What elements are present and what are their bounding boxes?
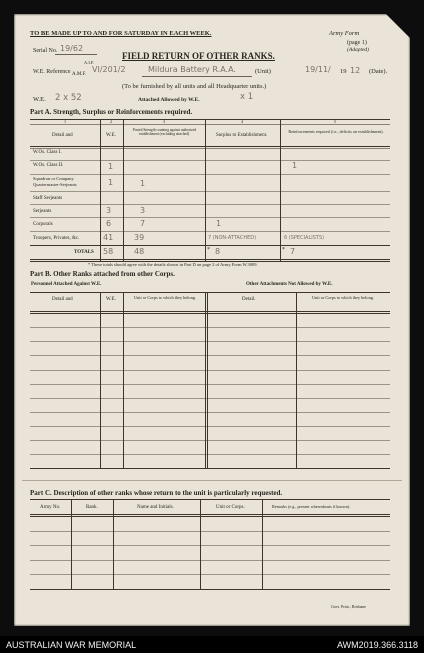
row-detail-line2: Quartermaster-Serjeants <box>33 182 77 187</box>
row-detail: Serjeants <box>33 209 52 214</box>
part-b-col-detail2: Detail. <box>242 297 256 302</box>
part-b-col-detail: Detail and <box>52 297 73 302</box>
we-value: 2 x 52 <box>55 93 82 103</box>
part-c-title: Part C. Description of other ranks whose return to the unit is particularly requested. <box>30 489 283 497</box>
row-detail-line1: Squadron or Company <box>33 176 74 181</box>
col-header-detail: Detail and <box>52 133 73 138</box>
row-we: 6 <box>106 219 112 228</box>
form-title: FIELD RETURN OF OTHER RANKS. <box>122 51 275 61</box>
total-we: 58 <box>103 247 114 256</box>
we-ref-label: W.E. Reference <box>33 69 71 75</box>
row-posted: 39 <box>134 233 145 242</box>
date-value: 19/11/ <box>305 65 331 74</box>
serial-label: Serial No. <box>33 48 58 54</box>
part-b-col-unit: Unit or Corps to which they belong. <box>134 295 196 300</box>
col-header-reinforcements: Reinforcements required (i.e., deficits on establishment). <box>288 129 384 134</box>
we-ref-value: VI/201/2 <box>92 65 126 74</box>
row-posted: 7 <box>140 219 146 228</box>
total-posted: 48 <box>134 247 145 256</box>
date-year: 12 <box>350 66 361 75</box>
army-form-label: Army Form <box>329 30 360 37</box>
furnished-note: (To be furnished by all units and all Headquarter units.) <box>122 83 267 90</box>
row-detail: Staff Serjeants <box>33 196 63 201</box>
we-label: W.E. <box>33 96 46 103</box>
attached-value: x 1 <box>240 92 254 102</box>
printer-imprint: Govt. Print., Brisbane <box>331 604 366 609</box>
col-number-4: 4 <box>241 119 243 124</box>
serial-value: 19/62 <box>60 44 84 53</box>
col-number-5: 5 <box>334 119 336 124</box>
col-number-2: 2 <box>110 119 112 124</box>
col-header-surplus: Surplus to Establishment. <box>216 133 268 138</box>
totals-label: TOTALS <box>74 250 94 255</box>
row-reinforcements: 6 (SPECIALISTS) <box>284 235 325 241</box>
we-ref-prefix2: A.M.F. <box>72 72 87 77</box>
torn-corner <box>385 13 411 39</box>
part-b-col-unit2: Unit or Corps to which they belong. <box>312 295 374 300</box>
row-surplus: 1 <box>216 219 222 228</box>
part-a-title: Part A. Strength, Surplus or Reinforcements required. <box>30 108 193 116</box>
footer-credit: AUSTRALIAN WAR MEMORIAL <box>6 640 137 650</box>
date-year-prefix: 19 <box>340 68 347 75</box>
part-c-col-unit: Unit or Corps. <box>216 505 245 510</box>
date-label: (Date). <box>369 68 388 75</box>
col-number-3: 3 <box>163 119 165 124</box>
col-number-1: 1 <box>64 119 66 124</box>
we-ref-prefix: A.I.F. <box>84 60 95 65</box>
part-b-title: Part B. Other Ranks attached from other Corps. <box>30 270 175 278</box>
row-detail: Troopers, Privates, &c. <box>33 236 80 241</box>
col-header-posted: Posted Strength counting against authorized establishment (excluding attached). <box>132 128 197 137</box>
part-c-col-army-no: Army No. <box>40 505 61 510</box>
top-instruction: TO BE MADE UP TO AND FOR SATURDAY IN EACH WEEK. <box>30 30 212 37</box>
unit-value: Mildura Battery R.A.A. <box>148 65 236 74</box>
part-b-right-title: Other Attachments Not Allowed by W.E. <box>246 282 333 287</box>
form-sheet <box>14 14 410 626</box>
row-we: 1 <box>108 162 114 171</box>
row-posted: 3 <box>140 206 146 215</box>
attached-label: Attached Allowed by W.E. <box>138 97 200 103</box>
row-surplus: 7 (NON-ATTACHED) <box>208 235 257 241</box>
col-header-we: W.E. <box>106 133 116 138</box>
part-c-col-rank: Rank. <box>86 505 98 510</box>
part-a-footnote: * These totals should agree with the details shown in Part D on page 2 of Army Form W.3009. <box>88 262 258 267</box>
row-we: 41 <box>103 233 114 242</box>
total-reinforcements: 7 <box>290 247 296 256</box>
part-b-left-title: Personnel Attached Against W.E. <box>31 282 102 287</box>
page-label: (page 1) <box>347 40 367 46</box>
unit-label: (Unit) <box>255 68 271 75</box>
part-c-col-remarks: Remarks (e.g., present whereabouts if known). <box>272 504 351 509</box>
row-detail: W.Os. Class I. <box>33 150 62 155</box>
part-c-col-name: Name and Initials. <box>137 505 174 510</box>
row-posted: 1 <box>140 179 146 188</box>
footer-accession-number: AWM2019.366.3118 <box>336 640 418 650</box>
row-we: 1 <box>108 178 114 187</box>
asterisk: * <box>282 247 285 253</box>
part-b-col-we: W.E. <box>106 297 116 302</box>
asterisk: * <box>207 247 210 253</box>
row-detail: W.Os. Class II. <box>33 163 64 168</box>
row-reinforcements: 1 <box>292 161 298 170</box>
row-detail: Corporals <box>33 222 53 227</box>
adapted-label: (Adapted) <box>347 47 369 53</box>
row-we: 3 <box>106 206 112 215</box>
total-surplus: 8 <box>215 247 221 256</box>
